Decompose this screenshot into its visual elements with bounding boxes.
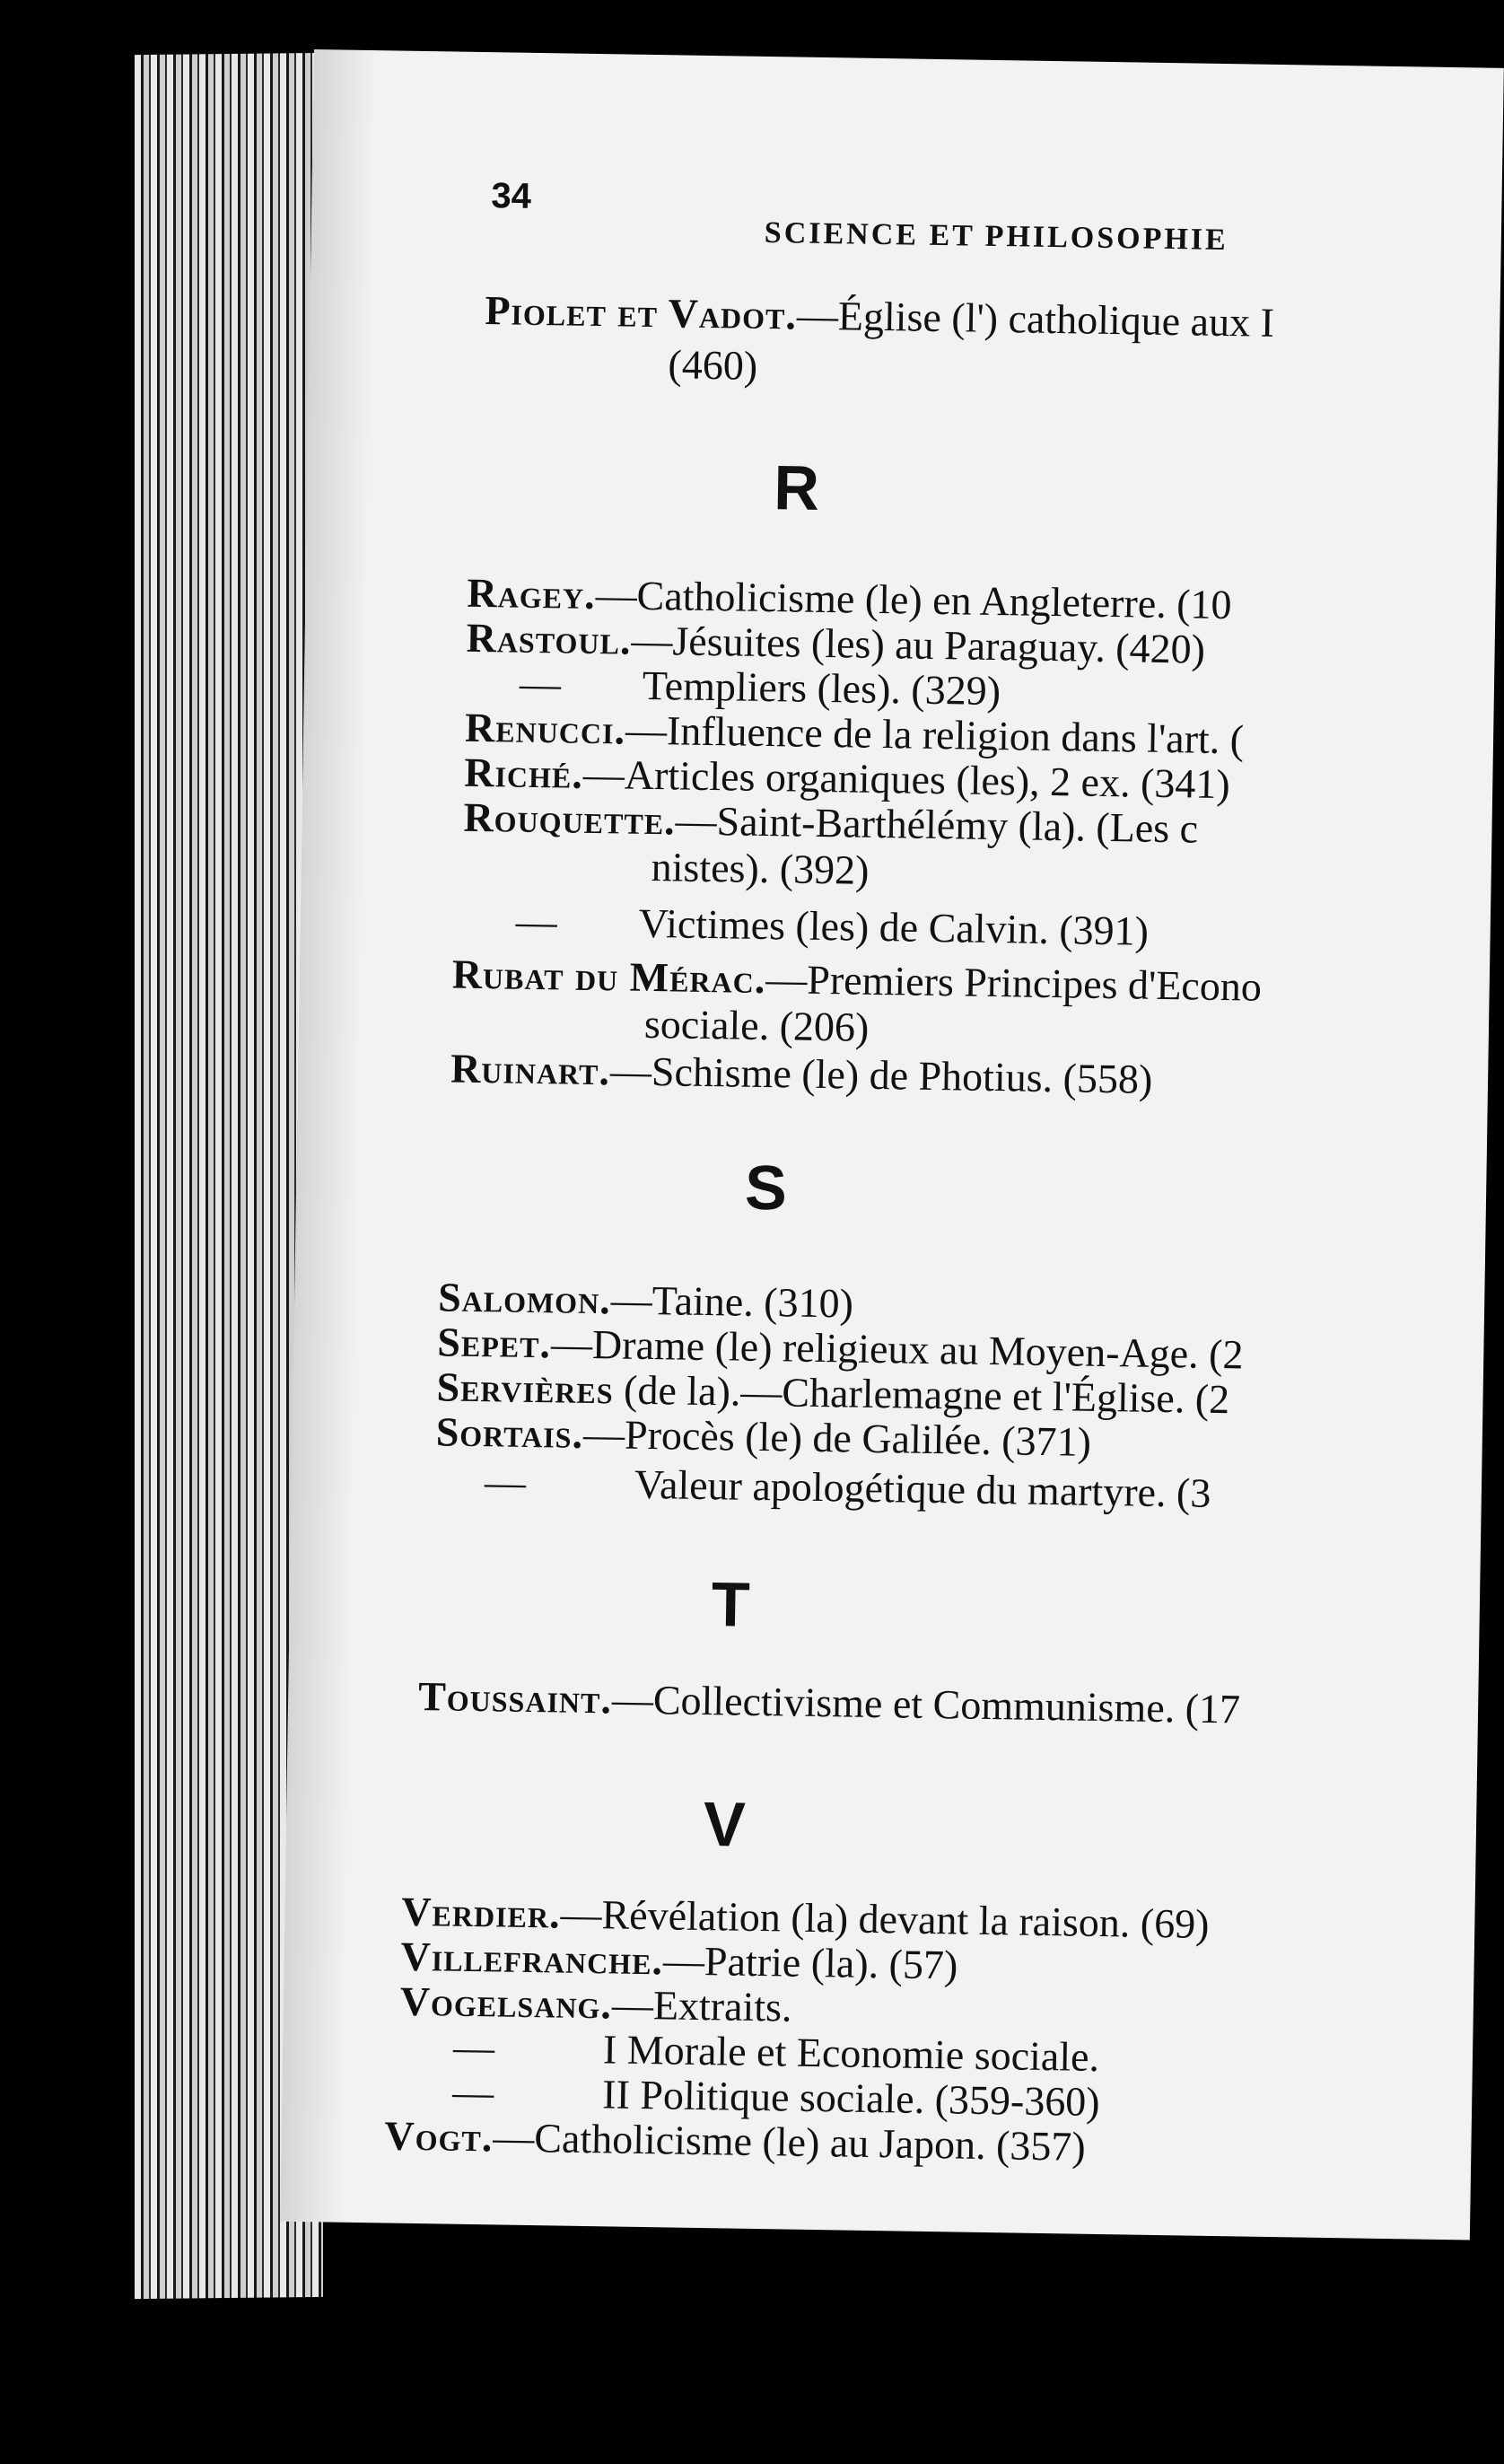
entry-continuation: sociale. (206)	[643, 1000, 870, 1050]
ditto-dash: —	[519, 660, 562, 707]
entry-title: —Schisme (le) de Photius. (558)	[609, 1048, 1153, 1102]
entry-toussaint	[417, 1673, 1241, 1732]
entry-author: Verdier.	[401, 1888, 562, 1937]
entry-title: —Procès (le) de Galilée. (371)	[582, 1410, 1092, 1465]
entry-title: —Drame (le) religieux au Moyen-Age. (2	[550, 1320, 1244, 1378]
entry-piolet-vadot	[485, 287, 1275, 346]
entry-title: Templiers (les). (329)	[642, 662, 1001, 715]
entry-author: Servières	[436, 1364, 615, 1413]
entry-sortais-2	[485, 1461, 1211, 1514]
entry-author: Rouquette.	[463, 794, 677, 844]
entry-villefranche	[400, 1933, 958, 1988]
entry-sortais	[435, 1408, 1092, 1465]
section-letter-v: V	[703, 1789, 747, 1860]
entry-title: —Catholicisme (le) au Japon. (357)	[492, 2114, 1087, 2170]
entry-title: —Taine. (310)	[610, 1276, 854, 1327]
section-letter-s: S	[744, 1152, 788, 1223]
entry-rouquette-2	[515, 898, 1150, 954]
entry-author: Toussaint.	[417, 1673, 613, 1723]
ditto-dash: —	[484, 1459, 527, 1505]
entry-title: Valeur apologétique du martyre. (3	[634, 1460, 1211, 1516]
entry-continuation: nistes). (392)	[651, 844, 870, 893]
entry-author: Salomon.	[437, 1274, 612, 1323]
running-title: SCIENCE ET PHILOSOPHIE	[764, 215, 1229, 258]
entry-rastoul	[466, 614, 1206, 672]
entry-title: (de la).—Charlemagne et l'Église. (2	[613, 1366, 1230, 1423]
entry-author: Riché.	[463, 749, 584, 797]
entry-author: Rubat du Mérac.	[451, 951, 766, 1003]
entry-continuation: (460)	[668, 341, 758, 389]
ditto-dash: —	[451, 2068, 494, 2116]
entry-title: —Révélation (la) devant la raison. (69)	[560, 1890, 1210, 1947]
section-letter-r: R	[773, 452, 820, 523]
entry-title: —Saint-Barthélémy (la). (Les c	[675, 797, 1199, 852]
ditto-dash: —	[452, 2023, 495, 2071]
entry-author: Rastoul.	[466, 614, 632, 663]
entry-title: I Morale et Economie sociale.	[602, 2026, 1100, 2081]
entry-rubat	[451, 951, 1263, 1010]
entry-author: Vogt.	[384, 2112, 494, 2161]
entry-ruinart	[450, 1045, 1153, 1102]
entry-title: —Influence de la religion dans l'art. (	[625, 706, 1245, 763]
entry-author: Ruinart.	[450, 1045, 611, 1094]
entry-title: —Premiers Principes d'Econo	[765, 956, 1263, 1010]
entry-author: Renucci.	[464, 704, 626, 753]
section-letter-t: T	[711, 1569, 751, 1640]
entry-rouquette	[463, 794, 1199, 852]
entry-author: Sepet.	[437, 1319, 552, 1367]
page-number: 34	[491, 176, 532, 216]
entry-vogt	[384, 2112, 1087, 2170]
entry-title: —Catholicisme (le) en Angleterre. (10	[595, 572, 1232, 628]
entry-title: —Extraits.	[611, 1981, 792, 2030]
entry-salomon	[437, 1274, 854, 1327]
entry-title: —Articles organiques (les), 2 ex. (341)	[582, 750, 1231, 808]
entry-author: Villefranche.	[400, 1933, 664, 1984]
ditto-dash: —	[515, 898, 558, 945]
entry-author: Vogelsang.	[399, 1977, 613, 2028]
entry-title: —Jésuites (les) au Paraguay. (420)	[631, 617, 1206, 672]
entry-title: —Collectivisme et Communisme. (17	[611, 1676, 1241, 1732]
entry-rastoul-2	[519, 660, 1001, 715]
entry-author: Piolet et Vadot.	[485, 287, 798, 338]
entry-author: Sortais.	[435, 1408, 584, 1457]
entry-title: —Église (l') catholique aux I	[796, 292, 1275, 346]
entry-title: II Politique sociale. (359-360)	[601, 2071, 1101, 2126]
book-page	[280, 49, 1504, 2240]
entry-vogelsang-2	[452, 2023, 1100, 2081]
entry-vogelsang	[399, 1977, 792, 2030]
entry-title: Victimes (les) de Calvin. (391)	[638, 899, 1150, 954]
entry-title: —Patrie (la). (57)	[662, 1937, 958, 1988]
entry-author: Ragey.	[467, 569, 597, 618]
